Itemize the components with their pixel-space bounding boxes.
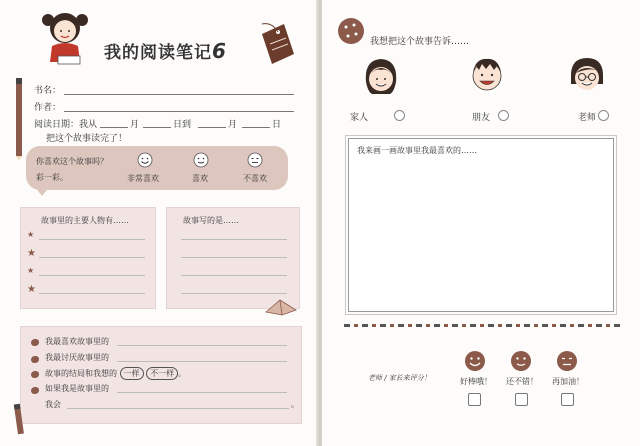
- story-box-title: 故事写的是……: [183, 216, 239, 225]
- sentence-dislike: 我最讨厌故事里的: [45, 353, 109, 362]
- book-tag-illustration: [254, 20, 296, 68]
- sentences-box: [20, 326, 302, 424]
- sentence-end-period: 。: [291, 400, 299, 409]
- like-question-text: 你喜欢这个故事吗？: [36, 157, 108, 166]
- start-day-field[interactable]: [143, 127, 171, 128]
- bullet-icon: [31, 339, 39, 346]
- book-illustration: [264, 296, 298, 316]
- bullet-icon: [31, 356, 39, 363]
- page-title: 我的阅读笔记6: [104, 39, 227, 63]
- dashed-divider: [344, 324, 620, 327]
- character-line-1[interactable]: [39, 239, 145, 240]
- dislike-line[interactable]: [117, 361, 287, 362]
- story-box: [166, 207, 300, 309]
- reading-date-label: 阅读日期：我从: [34, 120, 98, 130]
- pencil-small-icon: [12, 400, 26, 440]
- if-i-were-line[interactable]: [117, 392, 287, 393]
- bubble-tail: [34, 186, 50, 196]
- book-name-label: 书名：: [34, 86, 62, 96]
- star-icon: ★: [27, 248, 36, 259]
- different-option[interactable]: 不一样: [146, 367, 178, 380]
- character-line-4[interactable]: [39, 293, 145, 294]
- end-month-field[interactable]: [198, 127, 226, 128]
- choice-friend-label: 朋友: [472, 113, 491, 123]
- bullet-icon: [31, 371, 39, 378]
- favorite-line[interactable]: [117, 345, 287, 346]
- option-like-label: 喜欢: [192, 174, 208, 183]
- left-page: [0, 0, 318, 446]
- tell-someone-title: 我想把这个故事告诉……: [370, 37, 470, 47]
- day-to-label: 日到: [173, 120, 192, 130]
- book-name-field[interactable]: [64, 94, 294, 95]
- smiley-big-smile-icon[interactable]: [137, 152, 153, 168]
- choice-teacher-label: 老师: [578, 113, 597, 123]
- grade-great-checkbox[interactable]: [468, 393, 481, 406]
- month-label-2: 月: [228, 120, 238, 130]
- finished-text: 把这个故事读完了！: [46, 134, 128, 144]
- evaluation-label: 老师 / 家长来评分！: [368, 374, 431, 382]
- choice-teacher-checkbox[interactable]: [598, 110, 609, 121]
- character-line-2[interactable]: [39, 257, 145, 258]
- drawing-area[interactable]: [348, 138, 614, 312]
- choice-family-checkbox[interactable]: [394, 110, 405, 121]
- grade-try-harder-checkbox[interactable]: [561, 393, 574, 406]
- i-would-line[interactable]: [67, 408, 289, 409]
- option-dislike-label: 不喜欢: [243, 174, 267, 183]
- smiley-smile-icon[interactable]: [193, 152, 209, 168]
- story-line-2[interactable]: [181, 257, 287, 258]
- same-option[interactable]: 一样: [120, 367, 144, 380]
- grade-try-harder-smiley-icon: [556, 350, 578, 372]
- girl-reading-illustration: [34, 6, 96, 68]
- bullet-icon: [31, 387, 39, 394]
- grade-try-harder-label: 再加油！: [552, 377, 584, 386]
- start-month-field[interactable]: [100, 127, 128, 128]
- grade-good-smiley-icon: [510, 350, 532, 372]
- story-line-3[interactable]: [181, 275, 287, 276]
- color-instruction-text: 彩一彩。: [36, 173, 68, 182]
- story-line-1[interactable]: [181, 239, 287, 240]
- sentence-ending: 故事的结局和我想的 一样 不一样 。: [45, 369, 187, 378]
- grade-great-label: 好棒哦！: [460, 377, 492, 386]
- sentence-if-i-were: 如果我是故事里的: [45, 384, 109, 393]
- star-icon: ★: [27, 266, 35, 275]
- choice-family-label: 家人: [350, 113, 369, 123]
- day-label: 日: [272, 120, 282, 130]
- option-love-label: 非常喜欢: [127, 174, 159, 183]
- drawing-area-title: 我来画一画故事里我最喜欢的……: [357, 146, 477, 155]
- end-day-field[interactable]: [242, 127, 270, 128]
- author-field[interactable]: [64, 111, 294, 112]
- author-label: 作者：: [34, 103, 62, 113]
- grade-good-checkbox[interactable]: [515, 393, 528, 406]
- story-line-4[interactable]: [181, 293, 287, 294]
- characters-box: [20, 207, 156, 309]
- characters-box-title: 故事里的主要人物有……: [41, 216, 129, 225]
- pencil-icon: [14, 70, 24, 160]
- smiley-neutral-icon[interactable]: [247, 152, 263, 168]
- month-label-1: 月: [130, 120, 140, 130]
- grade-great-smiley-icon: [464, 350, 486, 372]
- grade-good-label: 还不错！: [506, 377, 538, 386]
- character-line-3[interactable]: [39, 275, 145, 276]
- star-icon: ★: [27, 230, 35, 239]
- cookie-icon: [336, 16, 366, 46]
- choice-friend-checkbox[interactable]: [498, 110, 509, 121]
- family-face-icon: [360, 56, 402, 98]
- friend-face-icon: [466, 54, 508, 96]
- sentence-i-would: 我会: [45, 400, 61, 409]
- star-icon: ★: [27, 284, 36, 295]
- teacher-face-icon: [566, 54, 608, 96]
- sentence-favorite: 我最喜欢故事里的: [45, 337, 109, 346]
- right-page: [322, 0, 640, 446]
